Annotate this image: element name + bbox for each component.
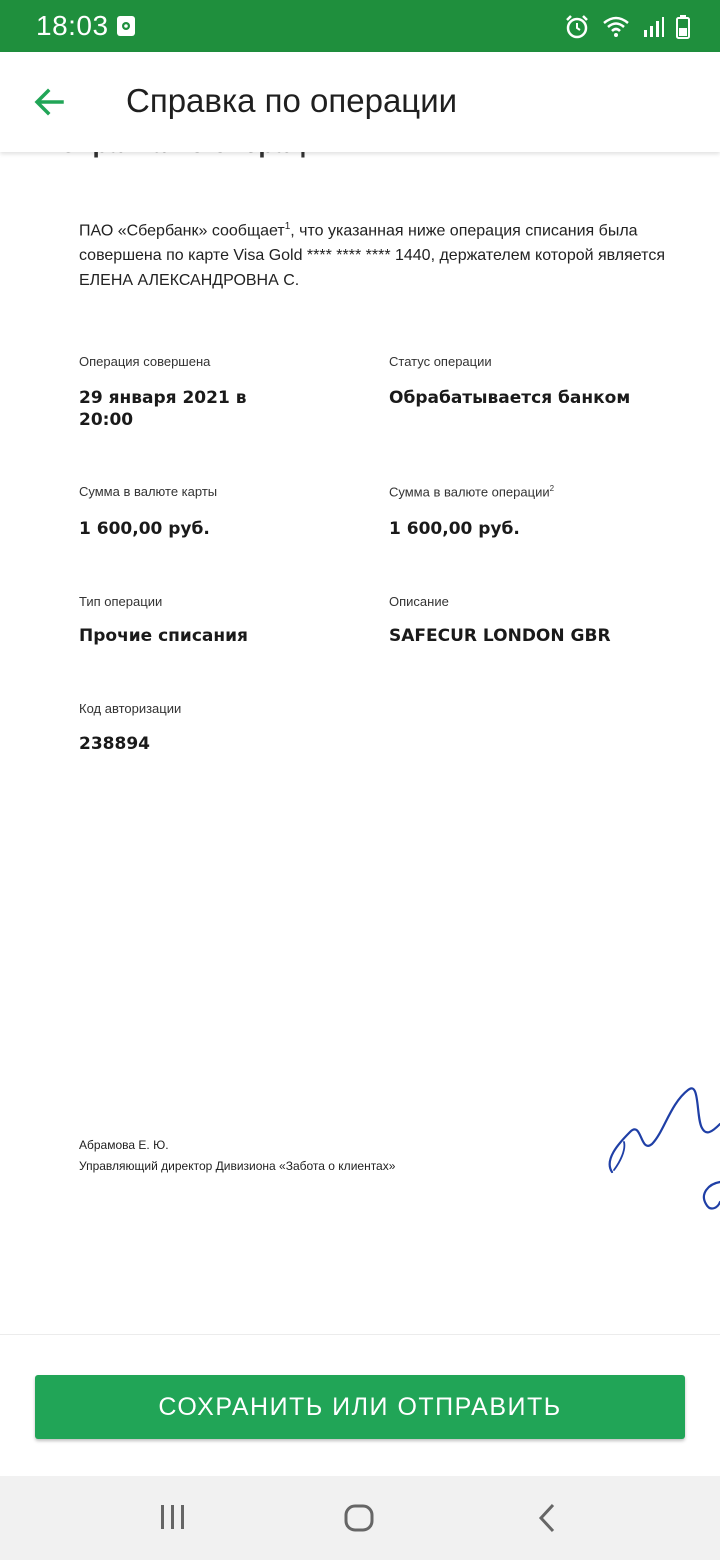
back-nav-icon[interactable] xyxy=(536,1502,560,1539)
status-label: Статус операции xyxy=(389,354,492,369)
wifi-icon xyxy=(602,15,630,44)
alarm-icon xyxy=(564,14,590,45)
back-arrow-icon[interactable] xyxy=(30,82,70,122)
op-type-value: Прочие списания xyxy=(79,626,248,646)
card-amount-value: 1 600,00 руб. xyxy=(79,519,210,539)
intro-text: ПАО «Сбербанк» сообщает$^1$, что указанная ниже операция списания была совершена по карте Visa Gold **** **** **** 1440, держателем которой является ЕЛЕНА АЛЕКСАНДРОВНА С. xyxy=(79,221,665,290)
auth-code-label: Код авторизации xyxy=(79,701,182,716)
status-icons xyxy=(564,14,690,45)
page-title: Справка по операции xyxy=(126,82,458,119)
notification-icon xyxy=(116,15,136,42)
description-label: Описание xyxy=(389,594,449,609)
signer-name: Абрамова Е. Ю. xyxy=(79,1138,169,1152)
card-amount-label: Сумма в валюте карты xyxy=(79,484,218,499)
document-view[interactable] xyxy=(0,152,720,1334)
system-nav-bar xyxy=(0,1476,720,1560)
description-value: SAFECUR LONDON GBR xyxy=(389,626,611,646)
auth-code-value: 238894 xyxy=(79,734,150,754)
bottom-action-area xyxy=(0,1334,720,1477)
op-amount-value: 1 600,00 руб. xyxy=(389,519,520,539)
signer-role: Управляющий директор Дивизиона «Забота о клиентах» xyxy=(79,1159,396,1173)
status-value: Обрабатывается банком xyxy=(389,388,631,408)
op-amount-label: Сумма в валюте операции$^2$ xyxy=(389,484,555,500)
op-date-label: Операция совершена xyxy=(79,354,211,369)
status-time: 18:03 xyxy=(36,10,109,41)
signal-icon xyxy=(642,16,664,43)
save-or-send-button[interactable]: СОХРАНИТЬ ИЛИ ОТПРАВИТЬ xyxy=(35,1375,685,1439)
app-bar xyxy=(0,52,720,152)
signature-image xyxy=(600,1032,720,1217)
home-icon[interactable] xyxy=(343,1502,375,1539)
status-bar xyxy=(0,0,720,52)
recent-apps-icon[interactable] xyxy=(158,1502,188,1537)
battery-icon xyxy=(676,15,690,44)
op-type-label: Тип операции xyxy=(79,594,163,609)
op-date-value: 29 января 2021 в 20:00 xyxy=(79,388,247,430)
